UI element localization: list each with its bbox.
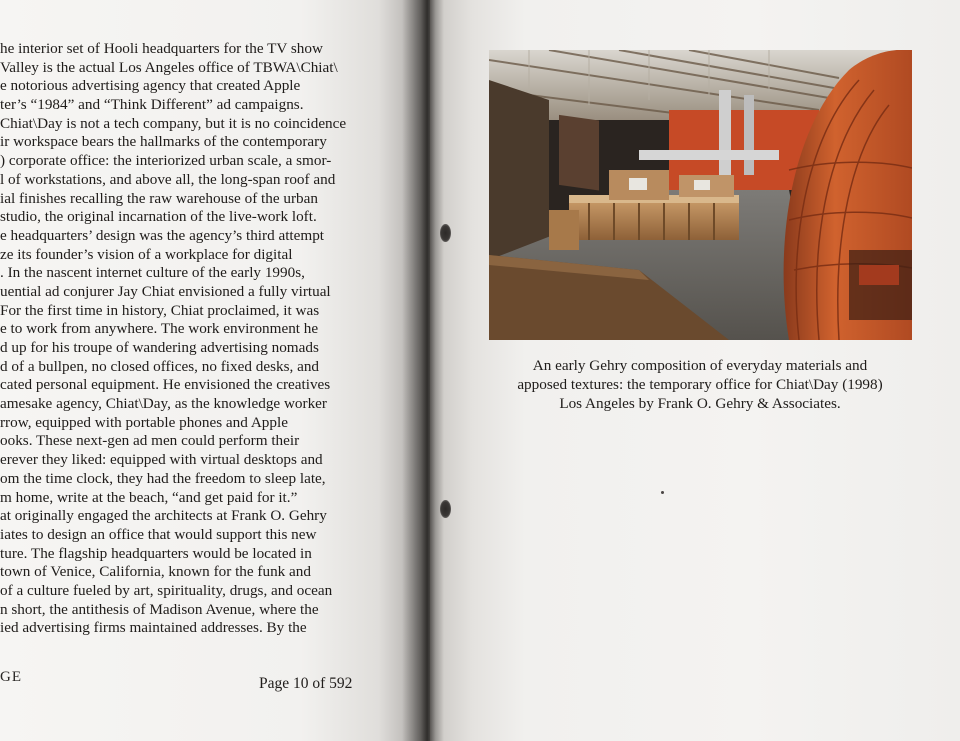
- body-text-line: Chiat\Day is not a tech company, but it is no coincidence: [0, 114, 347, 132]
- body-text-line: e notorious advertising agency that created Apple: [0, 77, 301, 95]
- book-gutter-shadow: [402, 0, 444, 741]
- body-text-line: iates to design an office that would support this new: [0, 525, 317, 543]
- body-text-line: ooks. These next-gen ad men could perform their: [0, 432, 300, 450]
- body-text-line: amesake agency, Chiat\Day, as the knowledge worker: [0, 395, 327, 413]
- body-text-line: studio, the original incarnation of the live-work loft.: [0, 208, 317, 226]
- body-text-line: of a culture fueled by art, spirituality, drugs, and ocean: [0, 581, 333, 599]
- body-text-line: e headquarters’ design was the agency’s third attempt: [0, 226, 325, 244]
- body-text-line: cated personal equipment. He envisioned the creatives: [0, 376, 331, 394]
- body-text-line: he interior set of Hooli headquarters for the TV show: [0, 40, 323, 57]
- caption-line: Los Angeles by Frank O. Gehry & Associates.: [559, 395, 841, 412]
- caption-line: An early Gehry composition of everyday materials and: [532, 357, 868, 374]
- caption-line: apposed textures: the temporary office for Chiat\Day (1998): [517, 376, 883, 393]
- body-text-line: town of Venice, California, known for the funk and: [0, 563, 311, 581]
- body-text-line: rrow, equipped with portable phones and Apple: [0, 413, 288, 431]
- body-text-line: at originally engaged the architects at Frank O. Gehry: [0, 507, 327, 525]
- office-interior-illustration: [489, 50, 912, 340]
- body-text-line: ze its founder’s vision of a workplace for digital: [0, 245, 293, 263]
- body-text-line: ial finishes recalling the raw warehouse of the urban: [0, 189, 318, 207]
- body-text-line: m home, write at the beach, “and get paid for it.”: [0, 488, 298, 506]
- body-text-line: For the first time in history, Chiat proclaimed, it was: [0, 301, 320, 319]
- body-text-line: ied advertising firms maintained addresses. By the: [0, 619, 307, 637]
- left-page-body-text: [0, 40, 380, 638]
- body-text-line: n short, the antithesis of Madison Avenue, where the: [0, 600, 319, 618]
- body-text-line: l of workstations, and above all, the long-span roof and: [0, 170, 336, 188]
- binding-hole: [440, 500, 451, 518]
- speck: [661, 491, 664, 494]
- body-text-line: d up for his troupe of wandering advertising nomads: [0, 339, 319, 356]
- body-text-line: ter’s “1984” and “Think Different” ad campaigns.: [0, 96, 304, 114]
- page-number: Page 10 of 592: [259, 675, 353, 692]
- body-text-line: om the time clock, they had the freedom to sleep late,: [0, 469, 326, 487]
- body-text-line: d of a bullpen, no closed offices, no fixed desks, and: [0, 357, 320, 375]
- body-text-line: uential ad conjurer Jay Chiat envisioned a fully virtual: [0, 282, 331, 300]
- body-text-line: Valley is the actual Los Angeles office of TBWA\Chiat\: [0, 58, 338, 76]
- photo-caption: [480, 356, 920, 413]
- binding-hole: [440, 224, 451, 242]
- office-interior-photo: [489, 50, 912, 340]
- left-page: [0, 0, 430, 741]
- body-text-line: ) corporate office: the interiorized urban scale, a smor-: [0, 152, 332, 170]
- body-text-line: ture. The flagship headquarters would be located in: [0, 544, 312, 562]
- running-head: GE: [0, 669, 22, 685]
- body-text-line: erever they liked: equipped with virtual desktops and: [0, 451, 323, 469]
- body-text-line: . In the nascent internet culture of the early 1990s,: [0, 264, 305, 282]
- body-text-line: e to work from anywhere. The work environment he: [0, 320, 319, 338]
- body-text-line: ir workspace bears the hallmarks of the contemporary: [0, 133, 327, 151]
